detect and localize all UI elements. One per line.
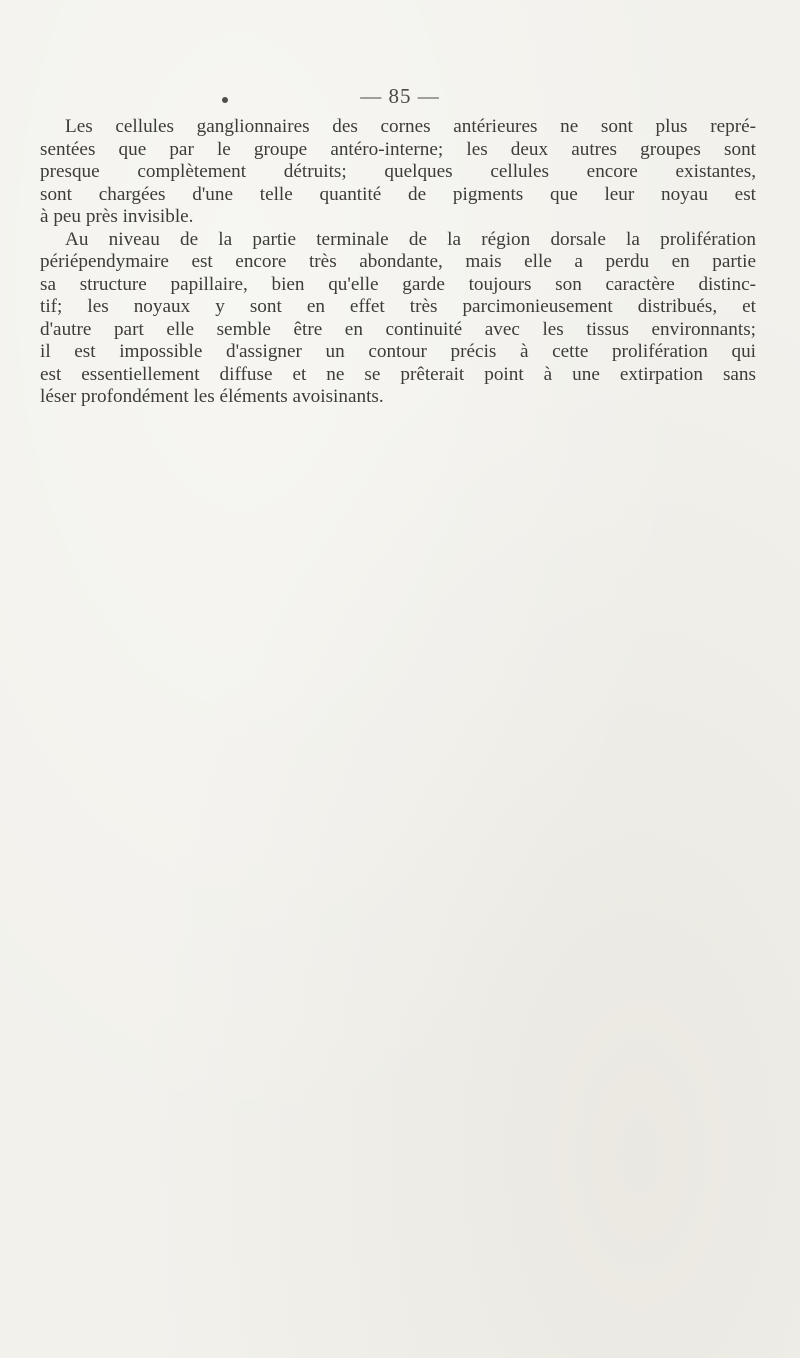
text-line: tif; les noyaux y sont en effet très parcimonieusement distribués, et — [40, 296, 756, 317]
text-line: sont chargées d'une telle quantité de pigments que leur noyau est — [40, 183, 756, 205]
text-line: Au niveau de la partie terminale de la région dorsale la prolifération — [65, 228, 756, 250]
text-line: Les cellules ganglionnaires des cornes antérieures ne sont plus repré- — [65, 116, 756, 137]
text-line: sentées que par le groupe antéro-interne; les deux autres groupes sont — [40, 138, 756, 160]
page-number: — 85 — — [360, 84, 440, 108]
text-line: sa structure papillaire, bien qu'elle garde toujours son caractère distinc- — [40, 273, 756, 295]
text-line: presque complètement détruits; quelques cellules encore existantes, — [40, 161, 756, 182]
paragraph-1 — [40, 116, 756, 229]
text-line: est essentiellement diffuse et ne se prêterait point à une extirpation sans — [40, 363, 756, 385]
text-line: périépendymaire est encore très abondante, mais elle a perdu en partie — [40, 251, 756, 272]
text-line: léser profondément les éléments avoisinants. — [40, 386, 384, 407]
text-line: à peu près invisible. — [40, 206, 194, 227]
paragraph-2 — [40, 229, 756, 409]
text-line: il est impossible d'assigner un contour précis à cette prolifération qui — [40, 341, 756, 362]
body-text — [40, 116, 756, 409]
text-line: d'autre part elle semble être en continuité avec les tissus environnants; — [40, 318, 756, 340]
